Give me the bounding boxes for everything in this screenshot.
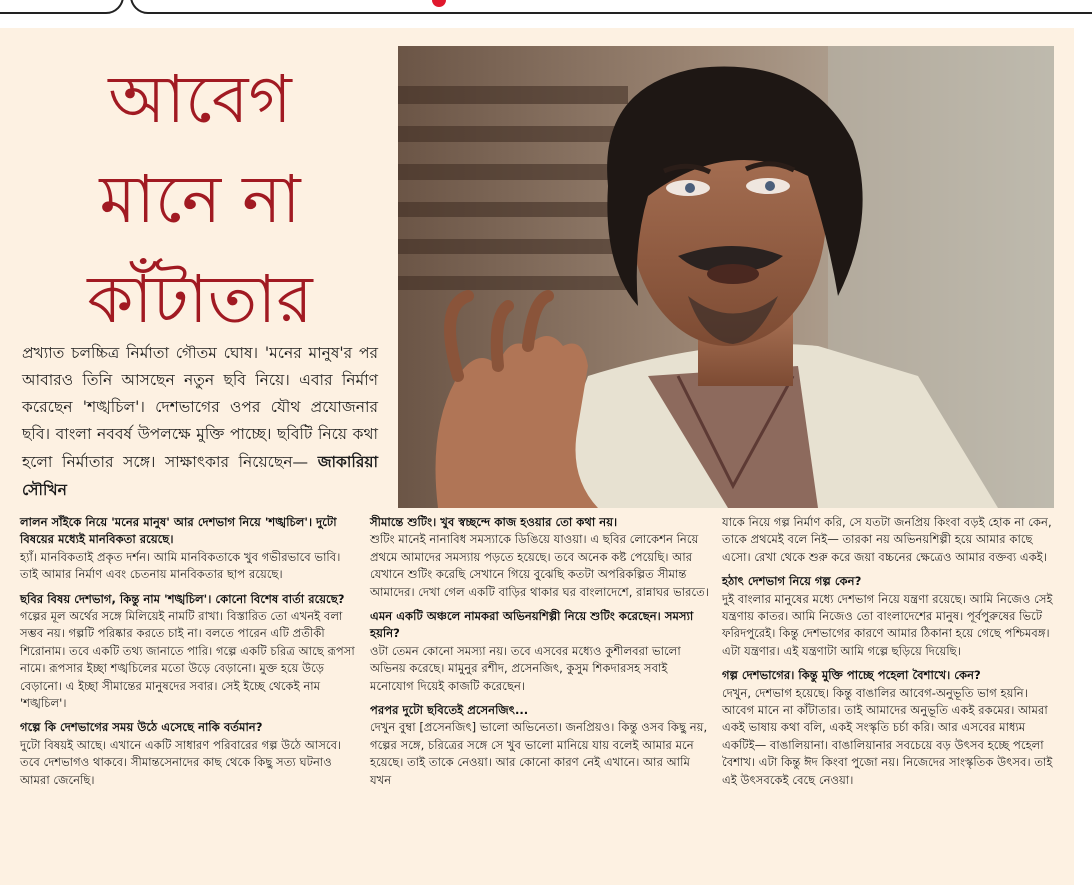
page-margin: [1074, 28, 1092, 885]
interview-question: সীমান্তে শুটিং। খুব স্বচ্ছন্দে কাজ হওয়ার তো কথা নয়।: [370, 515, 618, 529]
portrait-illustration: [398, 46, 1054, 508]
byline: জাকারিয়া সৌখিন: [22, 452, 378, 499]
interview-answer: দুটো বিষয়ই আছে। এখানে একটি সাধারণ পরিবারের গল্প উঠে আসবে। তবে দেশভাগও থাকবে। সীমান্তসেনাদের কাছ থেকে কিছু সত্য ঘটনাও আমরা জেনেছি।: [20, 737, 342, 787]
article-column-3: [722, 514, 1056, 796]
top-border: [0, 0, 1092, 22]
headline-line: কাঁটাতার: [87, 261, 313, 338]
top-tab-left: [0, 0, 124, 14]
article-column-2: [370, 514, 712, 796]
interview-answer: দেখুন, দেশভাগ হয়েছে। কিন্তু বাঙালির আবেগ-অনুভূতি ভাগ হয়নি। আবেগ মানে না কাঁটাতার। তাই আমাদের অনুভূতি একই রকমের। আমরা একই ভাষায় কথা বলি, একই সংস্কৃতি চর্চা করি। আর এসবের মাধ্যম একটিই— বাঙালিয়ানা। বাঙালিয়ানার সবচেয়ে বড় উৎসব হচ্ছে পহেলা বৈশাখ। এটা কিন্তু ঈদ কিংবা পুজো নয়। নিজেদের সাংস্কৃতিক উৎসব। তাই এই উৎসবকেই বেছে নেওয়া।: [722, 685, 1053, 787]
interview-question: লালন সাঁইকে নিয়ে 'মনের মানুষ' আর দেশভাগ নিয়ে 'শঙ্খচিল'। দুটো বিষয়ের মধ্যেই মানবিকতা রয়েছে।: [20, 515, 337, 547]
headline-line: আবেগ: [108, 61, 292, 138]
interview-question: গল্পে কি দেশভাগের সময় উঠে এসেছে নাকি বর্তমান?: [20, 720, 263, 735]
top-tab-right: [130, 0, 1092, 14]
headline-line: মানে না: [99, 161, 301, 238]
interview-answer: ওটা তেমন কোনো সমস্যা নয়। তবে এসবের মধ্যেও কুশীলবরা ভালো অভিনয় করেছে। মামুনুর রশীদ, প্রসেনজিৎ, কুসুম শিকদারসহ সবাই মনোযোগ দিয়েই কাজটি করেছেন।: [370, 643, 681, 693]
interview-answer: হ্যাঁ। মানবিকতাই প্রকৃত দর্শন। আমি মানবিকতাকে খুব গভীরভাবে ভাবি। তাই আমার নির্মাণ এবং চেতনায় মানবিকতার ছাপ রয়েছে।: [20, 549, 341, 582]
interview-question: গল্প দেশভাগের। কিন্তু মুক্তি পাচ্ছে পহেলা বৈশাখে। কেন?: [722, 668, 981, 683]
interview-question: এমন একটি অঞ্চলে নামকরা অভিনয়শিল্পী নিয়ে শুটিং করেছেন। সমস্যা হয়নি?: [370, 609, 694, 641]
article-headline: [10, 50, 390, 350]
article-page: [0, 28, 1074, 885]
article-column-1: [20, 514, 362, 796]
interview-answer: গল্পের মূল অর্থের সঙ্গে মিলিয়েই নামটি রাখা। বিস্তারিত তো এখনই বলা সম্ভব নয়। গল্পটি পরিষ্কার করতে চাই না। বলতে পারেন এটি প্রতীকী শিরোনাম। তবে একটি তথ্য জানাতে পারি। গল্পে একটি চরিত্র আছে রূপসা নামে। রূপসার ইচ্ছা শঙ্খচিলের মতো উড়ে বেড়ানো। মুক্ত হয়ে উড়ে বেড়ানো। এ ইচ্ছা সীমান্তের মানুষদের সবার। সেই ইচ্ছে থেকেই নাম 'শঙ্খচিল'।: [20, 609, 355, 711]
interview-question: হঠাৎ দেশভাগ নিয়ে গল্প কেন?: [722, 574, 862, 589]
interview-answer: শুটিং মানেই নানাবিধ সমস্যাকে ডিঙিয়ে যাওয়া। এ ছবির লোকেশন নিয়ে প্রথমে আমাদের সমস্যায় পড়তে হয়েছে। তবে অনেক কষ্ট পেয়েছি। আর যেখানে শুটিং করেছি সেখানে গিয়ে বুঝেছি কতটা অপরিকল্পিত সীমান্ত আমাদের। দেখা গেল একটি বাড়ির থাকার ঘর বাংলাদেশে, রান্নাঘর ভারতে।: [370, 532, 709, 599]
intro-text: প্রখ্যাত চলচ্চিত্র নির্মাতা গৌতম ঘোষ। 'মনের মানুষ'র পর আবারও তিনি আসছেন নতুন ছবি নিয়ে। এবার নির্মাণ করেছেন 'শঙ্খচিল'। দেশভাগের ওপর যৌথ প্রযোজনার ছবি। বাংলা নববর্ষ উপলক্ষে মুক্তি পাচ্ছে। ছবিটি নিয়ে কথা হলো নির্মাতার সঙ্গে। সাক্ষাৎকার নিয়েছেন—: [22, 344, 378, 471]
interview-answer: দেখুন বুম্বা [প্রসেনজিৎ] ভালো অভিনেতা। জনপ্রিয়ও। কিন্তু ওসব কিছু নয়, গল্পের সঙ্গে, চরিত্রের সঙ্গে সে খুব ভালো মানিয়ে যায় বলেই আমার মনে হয়েছে। তাই তাকে নেওয়া। আর কোনো কারণ নেই এখানে। আর আমি যখন: [370, 720, 708, 787]
article-intro: [22, 340, 378, 504]
interview-question: পরপর দুটো ছবিতেই প্রসেনজিৎ...: [370, 703, 529, 718]
interview-answer: যাকে নিয়ে গল্প নির্মাণ করি, সে যতটা জনপ্রিয় কিংবা বড়ই হোক না কেন, তাকে প্রথমেই বলে নিই— তারকা নয় অভিনয়শিল্পী হয়ে আমার কাছে এসো। রেখা থেকে শুরু করে জয়া বচ্চনের ক্ষেত্রেও আমার বক্তব্য একই।: [722, 515, 1052, 564]
interview-question: ছবির বিষয় দেশভাগ, কিন্তু নাম 'শঙ্খচিল'। কোনো বিশেষ বার্তা রয়েছে?: [20, 591, 345, 606]
portrait-photo: [398, 46, 1054, 508]
interview-answer: দুই বাংলার মানুষের মধ্যে দেশভাগ নিয়ে যন্ত্রণা রয়েছে। আমি নিজেও সেই যন্ত্রণায় কাতর। আমি নিজেও তো বাংলাদেশের মানুষ। পূর্বপুরুষের ভিটে ফরিদপুরেই। কিন্তু দেশভাগের কারণে আমার ঠিকানা হয়ে গেছে পশ্চিমবঙ্গ। এটা যন্ত্রণার। এই যন্ত্রণাটা আমি গল্পে ছড়িয়ে দিয়েছি।: [722, 591, 1053, 658]
